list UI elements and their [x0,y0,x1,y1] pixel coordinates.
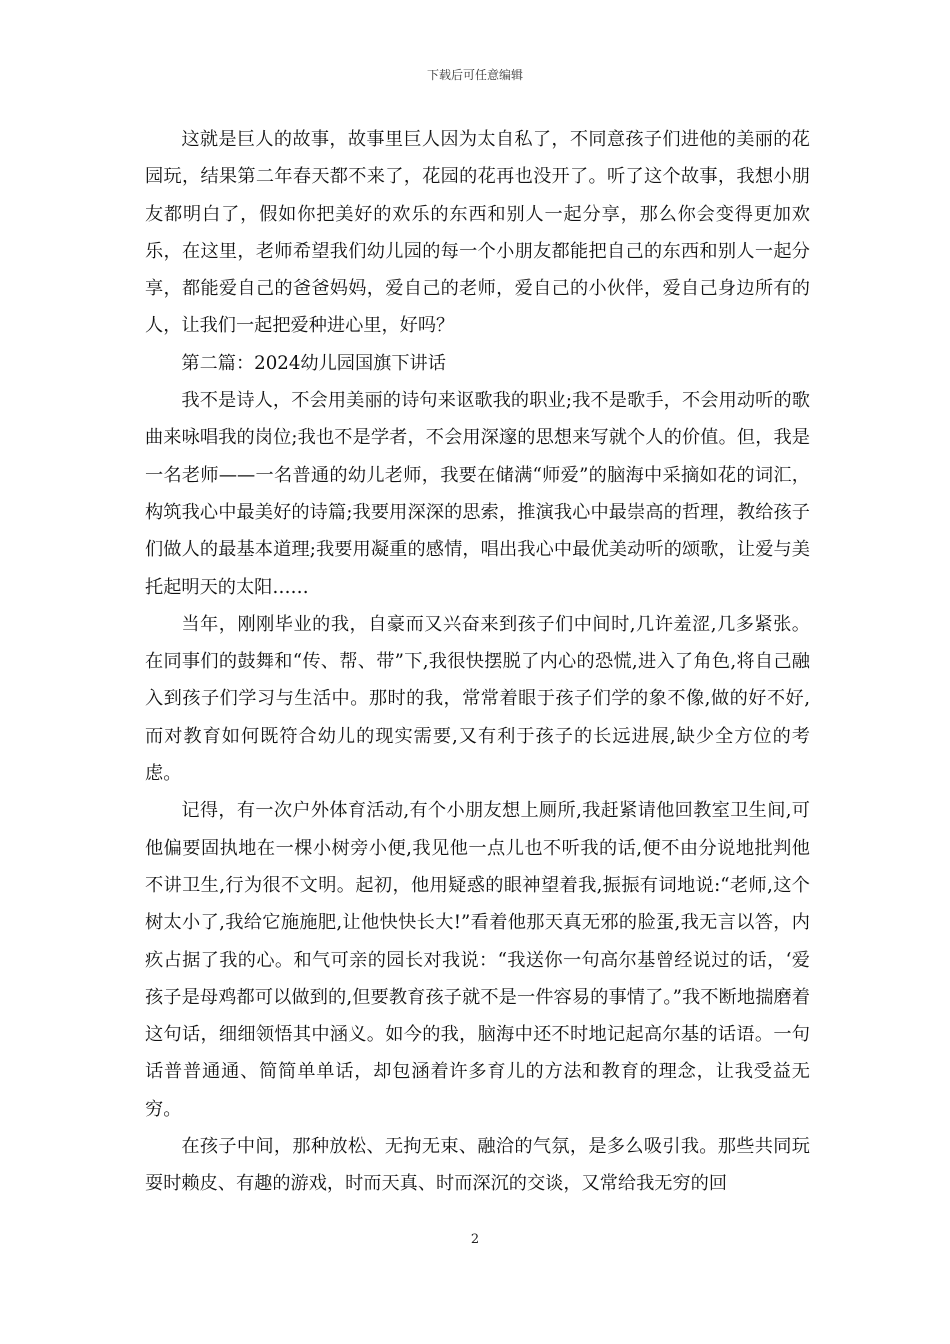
paragraph: 这就是巨人的故事，故事里巨人因为太自私了，不同意孩子们进他的美丽的花园玩，结果第二年春天都不来了，花园的花再也没开了。听了这个故事，我想小朋友都明白了，假如你把美好的欢乐的东西和别人一起分享，那么你会变得更加欢乐，在这里，老师希望我们幼儿园的每一个小朋友都能把自己的东西和别人一起分享，都能爱自己的爸爸妈妈，爱自己的老师，爱自己的小伙伴，爱自己身边所有的人，让我们一起把爱种进心里，好吗？ [145,129,810,337]
page-header: 下载后可任意编辑 [426,68,523,82]
document-body [145,121,810,1203]
paragraph: 在孩子中间，那种放松、无拘无束、融洽的气氛，是多么吸引我。那些共同玩耍时赖皮、有趣的游戏，时而天真、时而深沉的交谈，又常给我无穷的回 [145,1136,810,1195]
page-number: 2 [470,1232,480,1247]
section-heading: 第二篇：2024幼儿园国旗下讲话 [181,352,446,374]
paragraph: 我不是诗人，不会用美丽的诗句来讴歌我的职业;我不是歌手，不会用动听的歌曲来咏唱我的岗位;我也不是学者，不会用深邃的思想来写就个人的价值。但，我是一名老师——一名普通的幼儿老师，我要在储满“师爱”的脑海中采摘如花的词汇，构筑我心中最美好的诗篇;我要用深深的思索，推演我心中最崇高的哲理，教给孩子们做人的最基本道理;我要用凝重的感情，唱出我心中最优美动听的颂歌，让爱与美托起明天的太阳…… [145,390,810,598]
paragraph: 当年，刚刚毕业的我，自豪而又兴奋来到孩子们中间时,几许羞涩,几多紧张。在同事们的鼓舞和“传、帮、带”下,我很快摆脱了内心的恐慌,进入了角色,将自己融入到孩子们学习与生活中。那时的我，常常着眼于孩子们学的象不像,做的好不好,而对教育如何既符合幼儿的现实需要,又有利于孩子的长远进展,缺少全方位的考虑。 [145,613,810,785]
paragraph: 记得，有一次户外体育活动,有个小朋友想上厕所,我赶紧请他回教室卫生间,可他偏要固执地在一棵小树旁小便,我见他一点儿也不听我的话,便不由分说地批判他不讲卫生,行为很不文明。起初，他用疑惑的眼神望着我,振振有词地说:“老师,这个树太小了,我给它施施肥,让他快快长大!”看着他那天真无邪的脸蛋,我无言以答，内疚占据了我的心。和气可亲的园长对我说：“我送你一句高尔基曾经说过的话，‘爱孩子是母鸡都可以做到的,但要教育孩子就不是一件容易的事情了。”我不断地揣磨着这句话，细细领悟其中涵义。如今的我，脑海中还不时地记起高尔基的话语。一句话普普通通、简简单单话，却包涵着许多育儿的方法和教育的理念，让我受益无穷。 [145,800,810,1120]
